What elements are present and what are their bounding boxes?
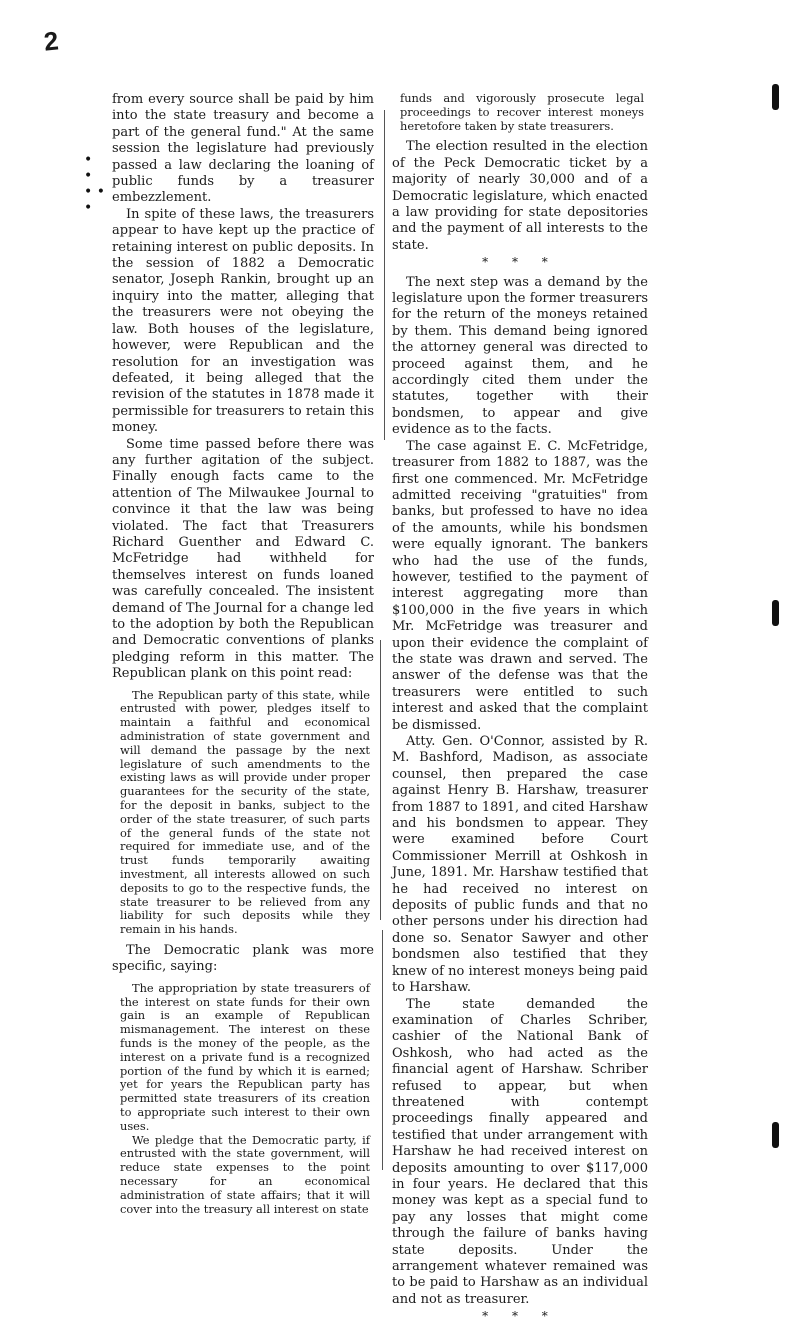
column-rule: [382, 930, 383, 1170]
right-column: [392, 92, 648, 1329]
republican-plank-quote: [120, 689, 370, 937]
article-paragraph: In spite of these laws, the treasurers appear to have kept up the practice of retaining interest on public deposits. In the session of 1882 a Democratic senator, Joseph Rankin, brought up an inquiry into the matter, alleging that the treasurers were not obeying the law. Both houses of the legislature, however, were Republican and the resolution for an investigation was defeated, it being alleged that the revision of the statutes in 1878 made it permissible for treasurers to retain this money.: [112, 206, 374, 436]
democratic-plank-quote-continued: [400, 92, 644, 133]
column-rule: [380, 640, 381, 920]
binding-hole-mark: [772, 1122, 779, 1148]
binding-hole-mark: [772, 84, 779, 110]
democratic-plank-quote: [120, 982, 370, 1217]
article-paragraph: The case against E. C. McFetridge, treasurer from 1882 to 1887, was the first one commenced. Mr. McFetridge admitted receiving "gratuities" from banks, but professed to have no idea of the amounts, while his bondsmen were equally ignorant. The bankers who had the use of the funds, however, testified to the payment of interest aggregating more than $100,000 in the five years in which Mr. McFetridge was treasurer and upon their evidence the complaint of the state was drawn and served. The answer of the defense was that the treasurers were entitled to such interest and asked that the complaint be dismissed.: [392, 438, 648, 733]
quote-paragraph: We pledge that the Democratic party, if entrusted with the state government, will reduce state expenses to the point necessary for an economical administration of state affairs; that it will cover into the treasury all interest on state: [120, 1132, 370, 1216]
article-paragraph: Some time passed before there was any further agitation of the subject. Finally enough facts came to the attention of The Milwaukee Journal to convince it that the law was being violated. The fact that Treasurers Richard Guenther and Edward C. McFetridge had withheld for themselves interest on funds loaned was carefully concealed. The insistent demand of The Journal for a change led to the adoption by both the Republican and Democratic conventions of planks pledging reform in this matter. The Republican plank on this point read:: [112, 436, 374, 682]
end-mark: * * *: [482, 1309, 558, 1324]
quote-paragraph: The Republican party of this state, while entrusted with power, pledges itself to maintain a faithful and economical administration of state government and will demand the passage by the next legislature of such amendments to the existing laws as will provide under proper guarantees for the security of the state, for the deposit in banks, subject to the order of the state treasurer, of such parts of the general funds of the state not required for immediate use, and of the trust funds temporarily awaiting investment, all interests allowed on such deposits to go to the respective funds, the state treasurer to be relieved from any liability for such deposits while they remain in his hands.: [120, 687, 370, 937]
quote-paragraph: The appropriation by state treasurers of the interest on state funds for their own gain is an example of Republican mismanagement. The interest on these funds is the money of the people, as the interest on a private fund is a recognized portion of the fund by which it is earned; yet for years the Republican party has permitted state treasurers of its creation to appropriate such interest to their own uses.: [120, 980, 370, 1133]
column-rule: [384, 110, 385, 440]
quote-paragraph: funds and vigorously prosecute legal proceedings to recover interest moneys heretofore taken by state treasurers.: [400, 91, 644, 133]
article-paragraph: Atty. Gen. O'Connor, assisted by R. M. Bashford, Madison, as associate counsel, then prepared the case against Henry B. Harshaw, treasurer from 1887 to 1891, and cited Harshaw and his bondsmen to appear. They were examined before Court Commissioner Merrill at Oshkosh in June, 1891. Mr. Harshaw testified that he had received no interest on deposits of public funds and that no other persons under his direction had done so. Senator Sawyer and other bondsmen also testified that they knew of no interest moneys being paid to Harshaw.: [392, 734, 648, 996]
article-paragraph: The next step was a demand by the legislature upon the former treasurers for the return of the moneys retained by them. This demand being ignored the attorney general was directed to proceed against them, and he accordingly cited them under the statutes, together with their bondsmen, to appear and give evidence as to the facts.: [392, 274, 648, 438]
article-paragraph: The Democratic plank was more specific, saying:: [112, 942, 374, 975]
margin-annotation-dots: • • • • •: [84, 152, 105, 216]
binding-hole-mark: [772, 600, 779, 626]
section-separator: * * *: [482, 255, 558, 270]
page-number: 2: [42, 25, 60, 57]
article-paragraph: The state demanded the examination of Charles Schriber, cashier of the National Bank of Oshkosh, who had acted as the financial agent of Harshaw. Schriber refused to appear, but when threatened with contempt proceedings finally appeared and testified that under arrangement with Harshaw he had received interest on deposits amounting to over $117,000 in four years. He declared that this money was kept as a special fund to pay any losses that might come through the failure of banks having state deposits. Under the arrangement whatever remained was to be paid to Harshaw as an individual and not as treasurer.: [392, 996, 648, 1307]
left-column: [112, 92, 374, 1222]
article-paragraph: from every source shall be paid by him into the state treasury and become a part of the general fund." At the same session the legislature had previously passed a law declaring the loaning of public funds by a treasurer embezzlement.: [112, 92, 374, 206]
article-paragraph: The election resulted in the election of the Peck Democratic ticket by a majority of nearly 30,000 and of a Democratic legislature, which enacted a law providing for state depositories and the payment of all interests to the state.: [392, 139, 648, 253]
